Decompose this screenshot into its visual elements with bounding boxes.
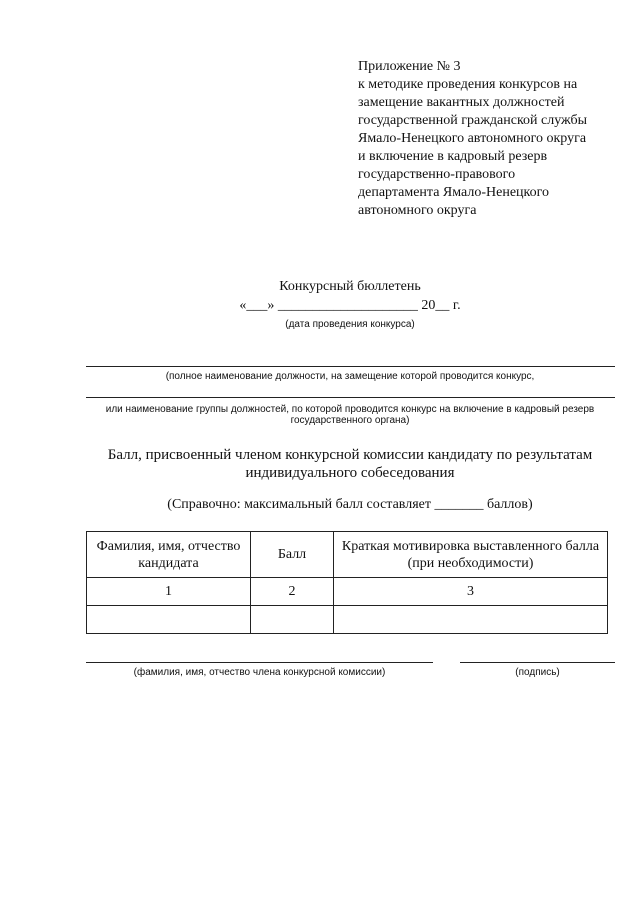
- header-candidate-name: Фамилия, имя, отчество кандидата: [87, 532, 251, 578]
- ballot-date-line: «___» ____________________ 20__ г.: [239, 298, 461, 313]
- candidate-name-cell[interactable]: [87, 606, 251, 634]
- score-heading-line: индивидуального собеседования: [245, 465, 455, 481]
- ballot-title: Конкурсный бюллетень: [279, 279, 421, 294]
- table-header-row: [87, 532, 608, 578]
- table-row: [87, 606, 608, 634]
- appendix-line: замещение вакантных должностей: [358, 95, 565, 110]
- column-number: 3: [334, 578, 608, 606]
- score-table: [86, 531, 608, 634]
- column-number: 1: [87, 578, 251, 606]
- header-score: Балл: [251, 532, 334, 578]
- table-number-row: [87, 578, 608, 606]
- max-score-note: (Справочно: максимальный балл составляет _______ баллов): [167, 497, 533, 512]
- appendix-line: Ямало-Ненецкого автономного округа: [358, 131, 587, 146]
- position-caption-1: (полное наименование должности, на замещение которой проводится конкурс,: [165, 371, 535, 382]
- appendix-line: и включение в кадровый резерв: [358, 149, 548, 164]
- position-line-2: [86, 397, 615, 398]
- appendix-line: автономного округа: [358, 203, 477, 218]
- score-cell[interactable]: [251, 606, 334, 634]
- position-caption-2: или наименование группы должностей, по которой проводится конкурс на включение в кадровый резерв: [105, 404, 595, 415]
- motivation-cell[interactable]: [334, 606, 608, 634]
- header-motivation: Краткая мотивировка выставленного балла (при необходимости): [334, 532, 608, 578]
- score-heading: [60, 446, 640, 482]
- appendix-line: государственной гражданской службы: [358, 113, 588, 128]
- date-caption: (дата проведения конкурса): [285, 319, 415, 330]
- appendix-block: [358, 58, 628, 220]
- appendix-line: департамента Ямало-Ненецкого: [358, 185, 550, 200]
- appendix-line: к методике проведения конкурсов на: [358, 77, 578, 92]
- appendix-line: государственно-правового: [358, 167, 516, 182]
- position-line-1: [86, 366, 615, 367]
- position-caption-3: государственного органа): [290, 415, 410, 426]
- appendix-title: Приложение № 3: [358, 59, 461, 74]
- column-number: 2: [251, 578, 334, 606]
- member-name-line: [86, 662, 433, 663]
- signature-line: [460, 662, 615, 663]
- score-heading-line: Балл, присвоенный членом конкурсной комиссии кандидату по результатам: [107, 447, 593, 463]
- signature-caption: (подпись): [515, 667, 560, 678]
- member-name-caption: (фамилия, имя, отчество члена конкурсной комиссии): [133, 667, 386, 678]
